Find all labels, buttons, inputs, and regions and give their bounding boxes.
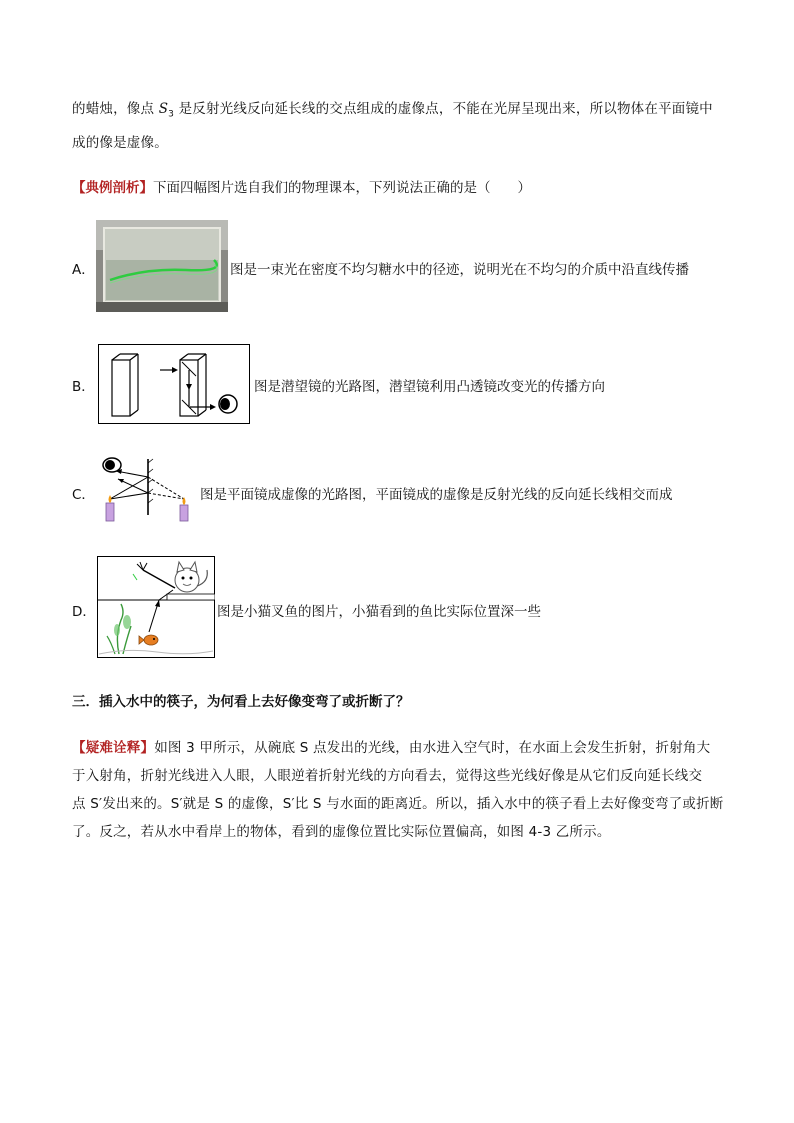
option-d-letter: D． — [72, 604, 96, 620]
section-3-heading: 三．插入水中的筷子，为何看上去好像变弯了或折断了？ — [72, 694, 410, 710]
example-tag: 【典例剖析】 — [72, 180, 153, 196]
option-c-letter: C． — [72, 487, 95, 503]
intro-line-2: 成的像是虚像。 — [72, 134, 168, 151]
explain-line-4: 了。反之，若从水中看岸上的物体，看到的虚像位置比实际位置偏高，如图 4-3 乙所示。 — [72, 824, 611, 840]
option-d-image-cat-fishing — [97, 556, 215, 658]
option-a-image-sugar-water-tank — [96, 220, 228, 312]
option-b-image-periscope — [98, 344, 250, 424]
option-b-letter: B． — [72, 379, 95, 395]
option-a-text: 图是一束光在密度不均匀糖水中的径迹，说明光在不均匀的介质中沿直线传播 — [230, 262, 689, 278]
intro-paragraph — [72, 95, 724, 157]
option-c-image-plane-mirror — [96, 455, 198, 525]
intro-line-1: 的蜡烛，像点 $S_3$ 是反射光线反向延长线的交点组成的虚像点，不能在光屏呈现出来，所以物体在平面镜中 — [72, 101, 713, 120]
option-a-letter: A． — [72, 262, 95, 278]
example-question-text: 下面四幅图片选自我们的物理课本，下列说法正确的是（ ） — [153, 180, 531, 196]
explain-line-1: 【疑难诠释】如图 3 甲所示，从碗底 S 点发出的光线，由水进入空气时，在水面上会发生折射，折射角大 — [72, 740, 711, 756]
explain-tag: 【疑难诠释】 — [72, 740, 155, 756]
option-d-text: 图是小猫叉鱼的图片，小猫看到的鱼比实际位置深一些 — [217, 604, 541, 620]
explain-paragraph — [72, 734, 724, 846]
explain-line-2: 于入射角，折射光线进入人眼，人眼逆着折射光线的方向看去，觉得这些光线好像是从它们反向延长线交 — [72, 768, 703, 784]
option-c-text: 图是平面镜成虚像的光路图，平面镜成的虚像是反射光线的反向延长线相交而成 — [200, 487, 673, 503]
explain-line-3: 点 S′发出来的。S′就是 S 的虚像，S′比 S 与水面的距离近。所以，插入水中的筷子看上去好像变弯了或折断 — [72, 796, 724, 812]
example-question — [72, 176, 531, 196]
option-b-text: 图是潜望镜的光路图，潜望镜利用凸透镜改变光的传播方向 — [254, 379, 605, 395]
